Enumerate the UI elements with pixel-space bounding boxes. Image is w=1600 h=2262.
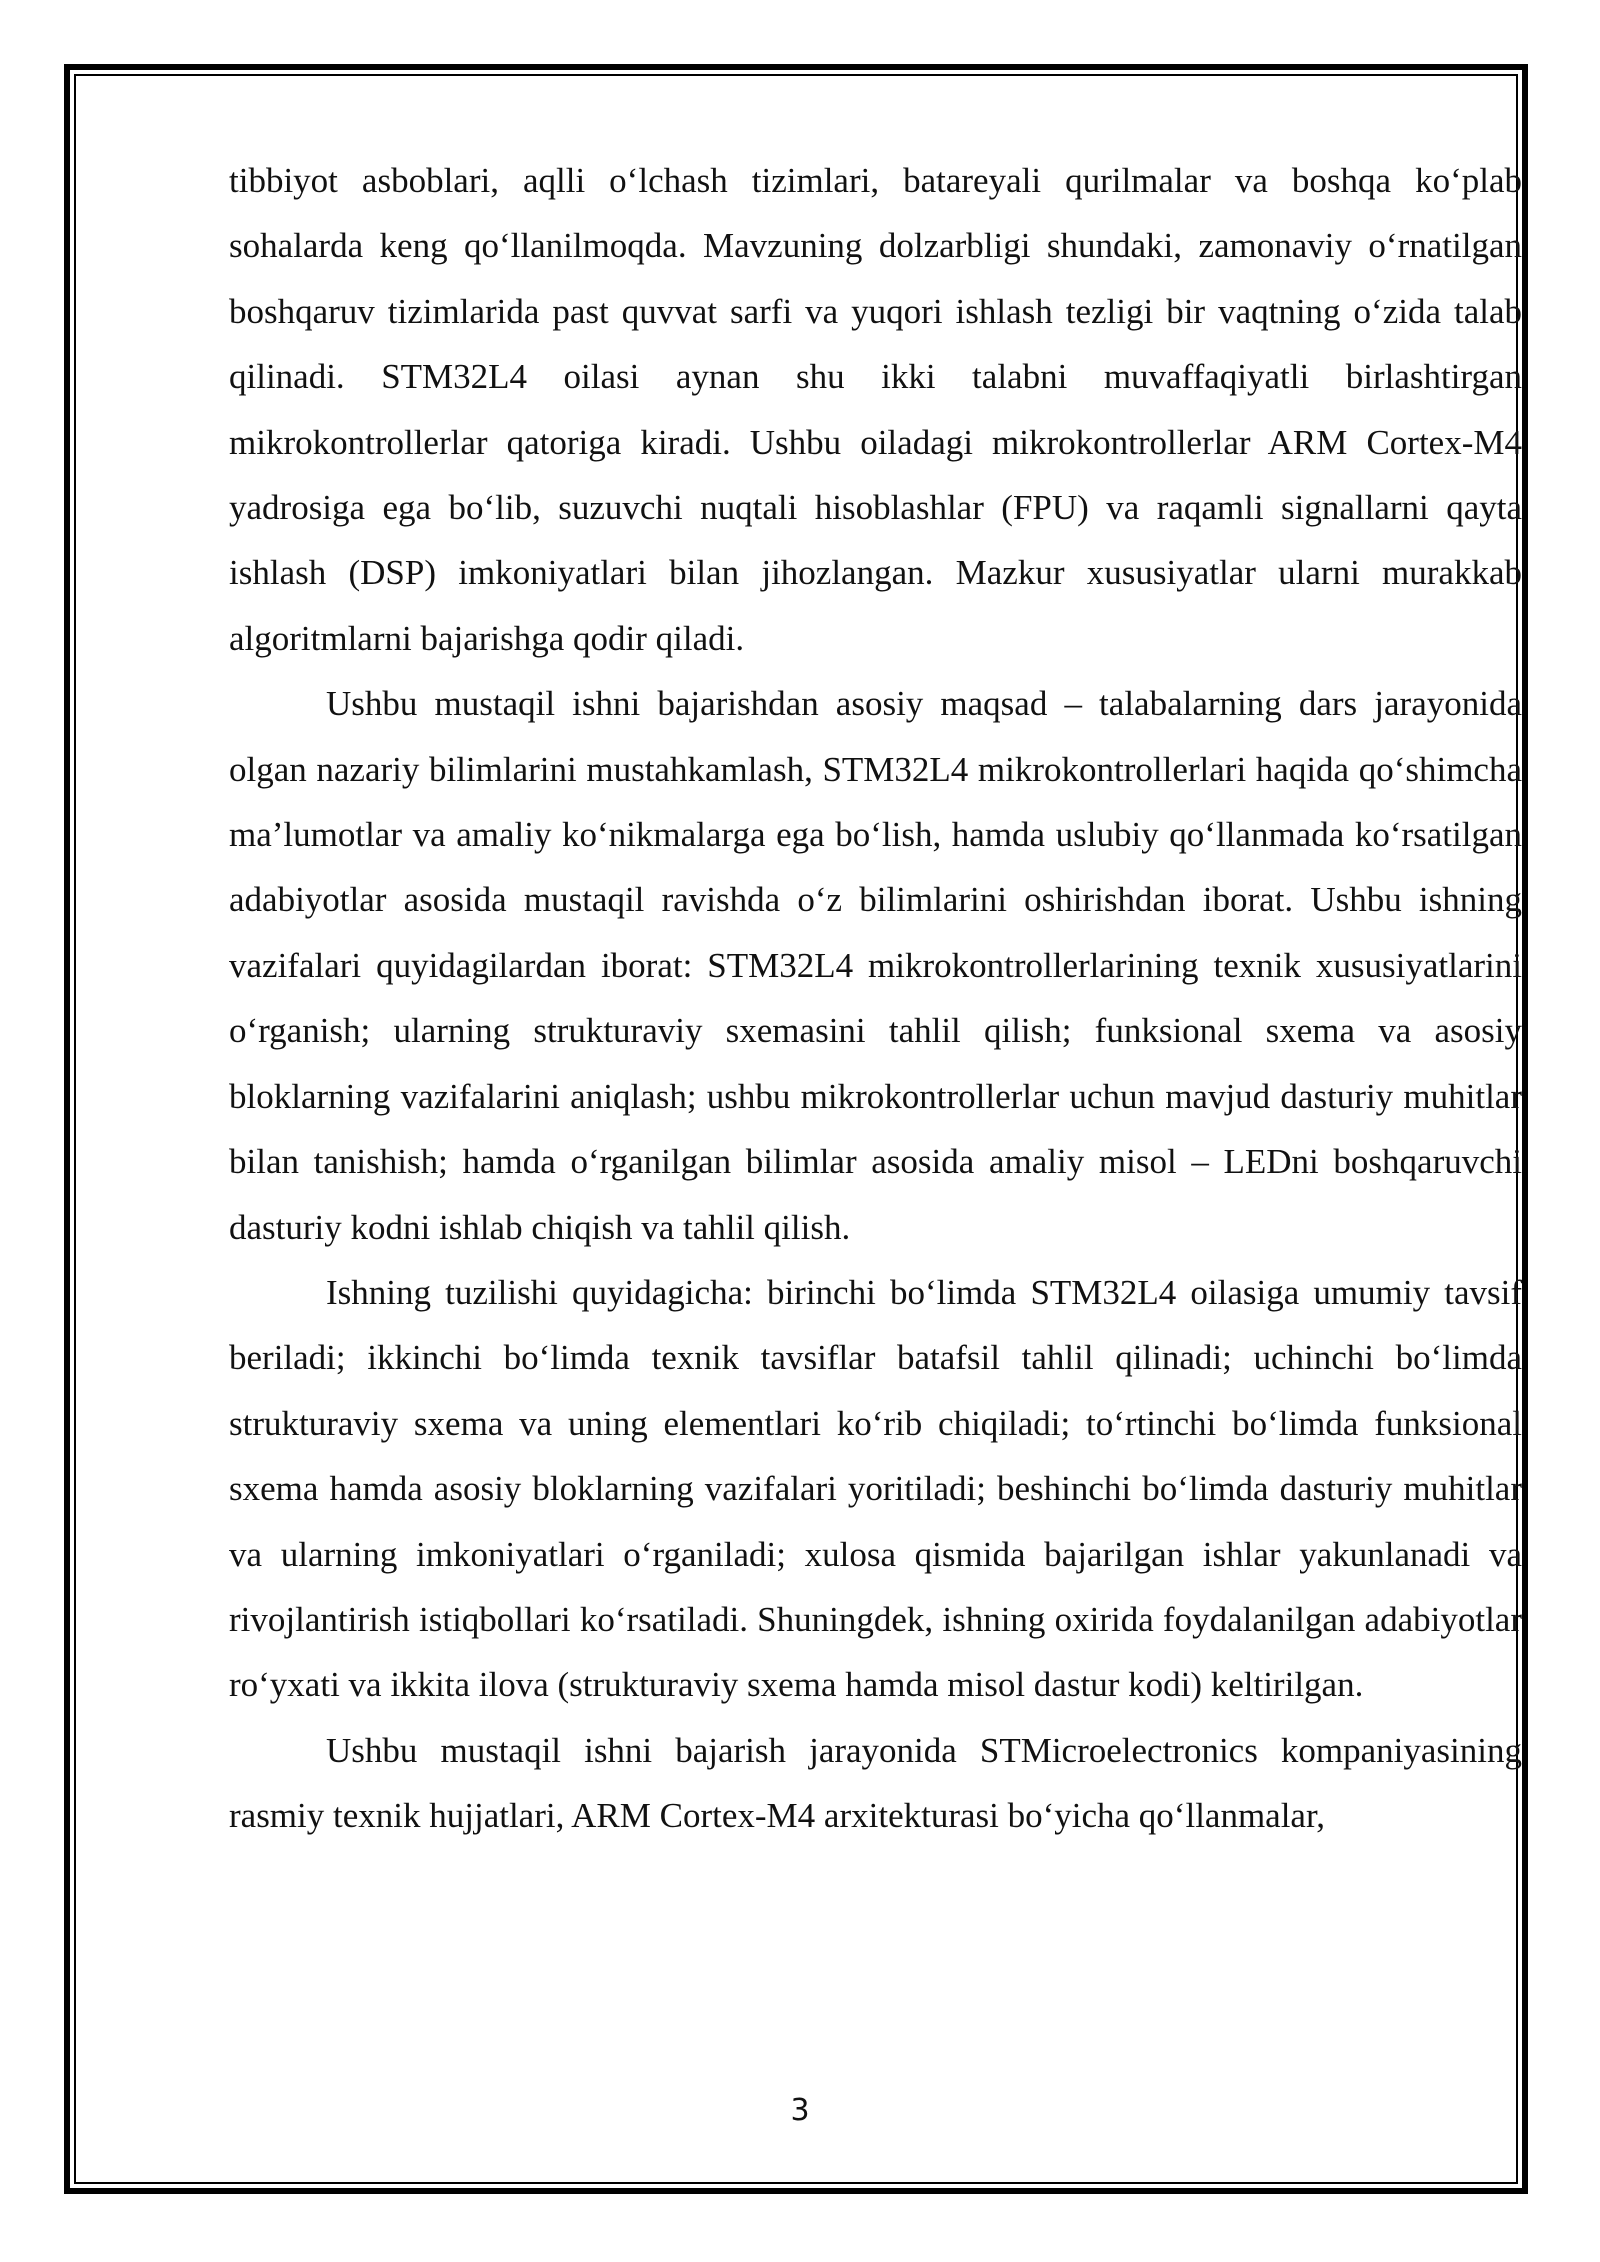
paragraph-3: Ishning tuzilishi quyidagicha: birinchi bo‘limda STM32L4 oilasiga umumiy tavsif beriladi; ikkinchi bo‘limda texnik tavsiflar batafsil tahlil qilinadi; uchinchi bo‘limda strukturaviy sxema va uning elementlari ko‘rib chiqiladi; to‘rtinchi bo‘limda funksional sxema hamda asosiy bloklarning vazifalari yoritiladi; beshinchi bo‘limda dasturiy muhitlar va ularning imkoniyatlari o‘rganiladi; xulosa qismida bajarilgan ishlar yakunlanadi va rivojlantirish istiqbollari ko‘rsatiladi. Shuningdek, ishning oxirida foydalanilgan adabiyotlar ro‘yxati va ikkita ilova (strukturaviy sxema hamda misol dastur kodi) keltirilgan. [229,1272,1522,1705]
paragraph-4: Ushbu mustaqil ishni bajarish jarayonida STMicroelectronics kompaniyasining rasmiy texnik hujjatlari, ARM Cortex-M4 arxitekturasi bo‘yicha qo‘llanmalar, [229,1730,1522,1836]
paragraph-2: Ushbu mustaqil ishni bajarishdan asosiy maqsad – talabalarning dars jarayonida olgan nazariy bilimlarini mustahkamlash, STM32L4 mikrokontrollerlari haqida qo‘shimcha ma’lumotlar va amaliy ko‘nikmalarga ega bo‘lish, hamda uslubiy qo‘llanmada ko‘rsatilgan adabiyotlar asosida mustaqil ravishda o‘z bilimlarini oshirishdan iborat. Ushbu ishning vazifalari quyidagilardan iborat: STM32L4 mikrokontrollerlarining texnik xususiyatlarini o‘rganish; ularning strukturaviy sxemasini tahlil qilish; funksional sxema va asosiy bloklarning vazifalarini aniqlash; ushbu mikrokontrollerlar uchun mavjud dasturiy muhitlar bilan tanishish; hamda o‘rganilgan bilimlar asosida amaliy misol – LEDni boshqaruvchi dasturiy kodni ishlab chiqish va tahlil qilish. [229,684,1522,1247]
paragraph-1: tibbiyot asboblari, aqlli o‘lchash tizimlari, batareyali qurilmalar va boshqa ko‘plab sohalarda keng qo‘llanilmoqda. Mavzuning dolzarbligi shundaki, zamonaviy o‘rnatilgan boshqaruv tizimlarida past quvvat sarfi va yuqori ishlash tezligi bir vaqtning o‘zida talab qilinadi. STM32L4 oilasi aynan shu ikki talabni muvaffaqiyatli birlashtirgan mikrokontrollerlar qatoriga kiradi. Ushbu oiladagi mikrokontrollerlar ARM Cortex-M4 yadrosiga ega bo‘lib, suzuvchi nuqtali hisoblashlar (FPU) va raqamli signallarni qayta ishlash (DSP) imkoniyatlari bilan jihozlangan. Mazkur xususiyatlar ularni murakkab algoritmlarni bajarishga qodir qiladi. [229,161,1522,658]
page-number: 3 [790,2093,810,2128]
page-body [229,148,1522,1849]
